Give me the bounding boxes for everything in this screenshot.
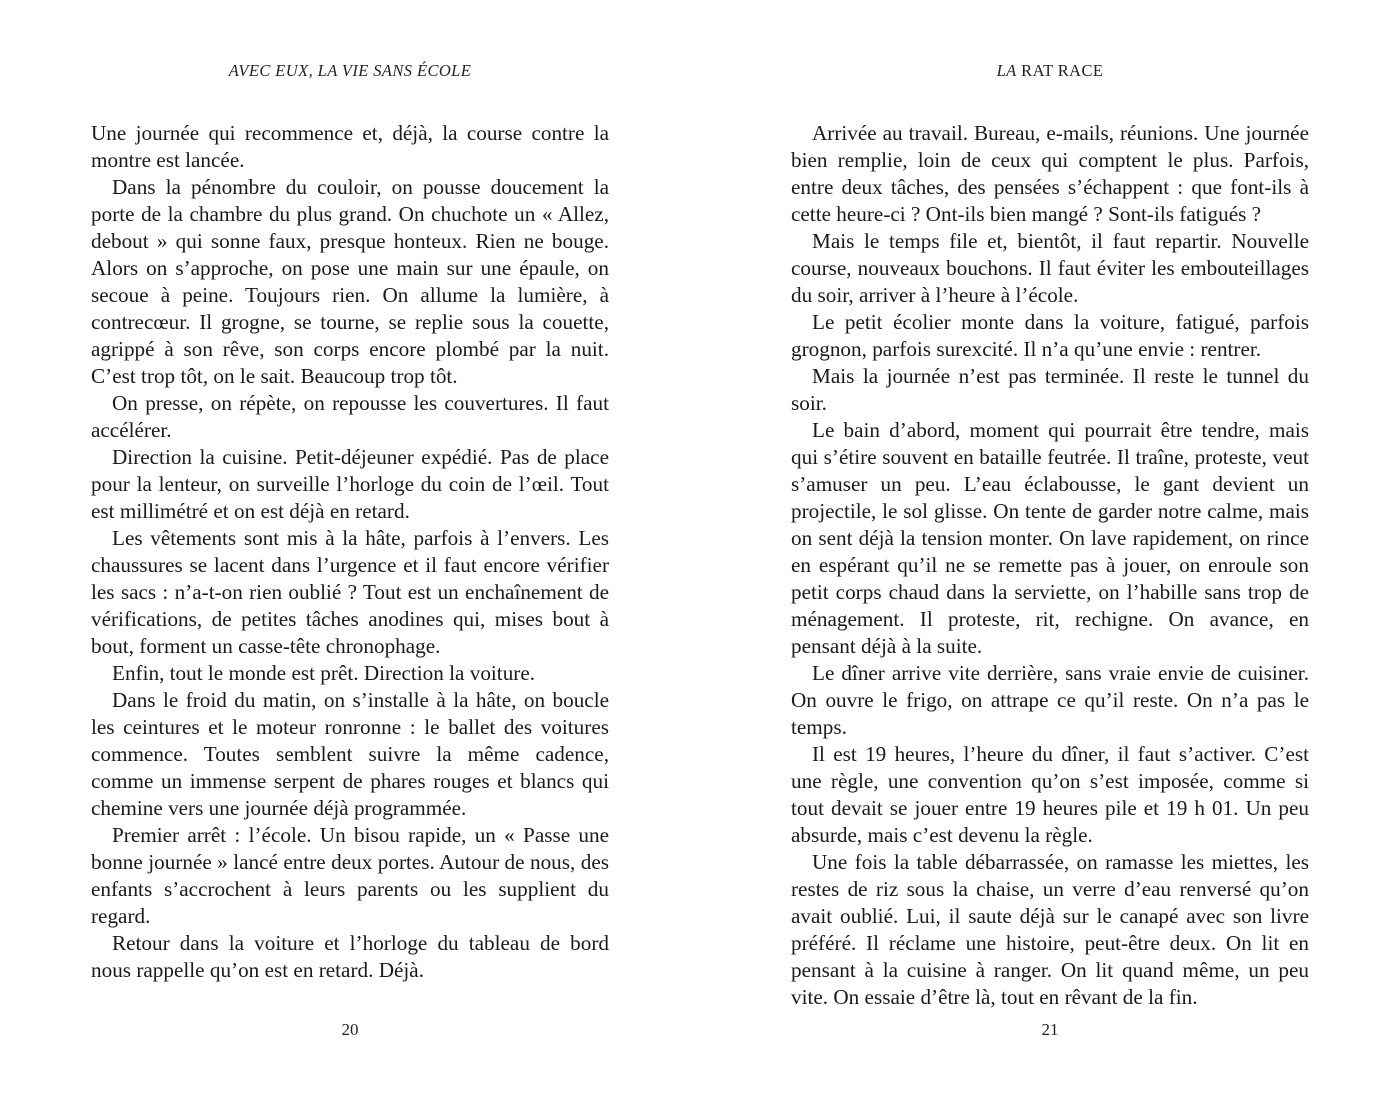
right-page bbox=[791, 0, 1309, 1115]
page-number-right: 21 bbox=[1041, 1020, 1059, 1039]
paragraph: Dans le froid du matin, on s’installe à la hâte, on boucle les ceintures et le moteur ronronne : le ballet des voitures commence. Toutes semblent suivre la même cadence, comme un immense serpent de phares rouges et blancs qui chemine vers une journée déjà programmée. bbox=[91, 688, 609, 820]
paragraph: Une journée qui recommence et, déjà, la course contre la montre est lancée. bbox=[91, 121, 609, 172]
right-page-body bbox=[791, 120, 1309, 1011]
page-number-left: 20 bbox=[341, 1020, 359, 1039]
paragraph: Il est 19 heures, l’heure du dîner, il faut s’activer. C’est une règle, une convention qu’on s’est imposée, comme si tout devait se jouer entre 19 heures pile et 19 h 01. Un peu absurde, mais c’est devenu la règle. bbox=[791, 742, 1309, 847]
paragraph: Arrivée au travail. Bureau, e-mails, réunions. Une journée bien remplie, loin de ceux qui comptent le plus. Parfois, entre deux tâches, des pensées s’échappent : que font-ils à cette heure-ci ? Ont-ils bien mangé ? Sont-ils fatigués ? bbox=[791, 121, 1309, 226]
running-head-right-roman: RAT RACE bbox=[1016, 61, 1104, 80]
paragraph: Dans la pénombre du couloir, on pousse doucement la porte de la chambre du plus grand. On chuchote un « Allez, debout » qui sonne faux, presque honteux. Rien ne bouge. Alors on s’approche, on pose une main sur une épaule, on secoue à peine. Toujours rien. On allume la lumière, à contrecœur. Il grogne, se tourne, se replie sous la couette, agrippé à son rêve, son corps encore plombé par la nuit. C’est trop tôt, on le sait. Beaucoup trop tôt. bbox=[91, 175, 609, 388]
running-head-right-italic: LA bbox=[996, 61, 1017, 80]
paragraph: On presse, on répète, on repousse les couvertures. Il faut accélérer. bbox=[91, 391, 609, 442]
paragraph: Le petit écolier monte dans la voiture, fatigué, parfois grognon, parfois surexcité. Il n’a qu’une envie : rentrer. bbox=[791, 310, 1309, 361]
paragraph: Mais la journée n’est pas terminée. Il reste le tunnel du soir. bbox=[791, 364, 1309, 415]
left-page-body bbox=[91, 120, 609, 984]
paragraph: Enfin, tout le monde est prêt. Direction la voiture. bbox=[112, 661, 536, 685]
running-head-left bbox=[91, 60, 609, 82]
paragraph: Premier arrêt : l’école. Un bisou rapide, un « Passe une bonne journée » lancé entre deux portes. Autour de nous, des enfants s’accrochent à leurs parents ou les supplient du regard. bbox=[91, 823, 609, 928]
paragraph: Les vêtements sont mis à la hâte, parfois à l’envers. Les chaussures se lacent dans l’urgence et il faut encore vérifier les sacs : n’a-t-on rien oublié ? Tout est un enchaînement de vérifications, de petites tâches anodines qui, mises bout à bout, forment un casse-tête chronophage. bbox=[91, 526, 609, 658]
left-page bbox=[91, 0, 609, 1115]
paragraph: Retour dans la voiture et l’horloge du tableau de bord nous rappelle qu’on est en retard. Déjà. bbox=[91, 931, 609, 982]
running-head-right bbox=[791, 60, 1309, 82]
paragraph: Le dîner arrive vite derrière, sans vraie envie de cuisiner. On ouvre le frigo, on attrape ce qu’il reste. On n’a pas le temps. bbox=[791, 661, 1309, 739]
paragraph: Mais le temps file et, bientôt, il faut repartir. Nouvelle course, nouveaux bouchons. Il faut éviter les embouteillages du soir, arriver à l’heure à l’école. bbox=[791, 229, 1309, 307]
paragraph: Le bain d’abord, moment qui pourrait être tendre, mais qui s’étire souvent en bataille feutrée. Il traîne, proteste, veut s’amuser un peu. L’eau éclabousse, le gant devient un projectile, le sol glisse. On tente de garder notre calme, mais on sent déjà la tension monter. On lave rapidement, on rince en espérant qu’il ne se remette pas à jouer, on enroule son petit corps chaud dans la serviette, on l’habille sans trop de ménagement. Il proteste, rit, rechigne. On avance, en pensant déjà à la suite. bbox=[791, 418, 1309, 658]
paragraph: Direction la cuisine. Petit-déjeuner expédié. Pas de place pour la lenteur, on surveille l’horloge du coin de l’œil. Tout est millimétré et on est déjà en retard. bbox=[91, 445, 609, 523]
running-head-left-text: AVEC EUX, LA VIE SANS ÉCOLE bbox=[228, 61, 472, 80]
paragraph: Une fois la table débarrassée, on ramasse les miettes, les restes de riz sous la chaise, un verre d’eau renversé qu’on avait oublié. Lui, il saute déjà sur le canapé avec son livre préféré. Il réclame une histoire, peut-être deux. On lit en pensant à la cuisine à ranger. On lit quand même, un peu vite. On essaie d’être là, tout en rêvant de la fin. bbox=[791, 850, 1309, 1009]
